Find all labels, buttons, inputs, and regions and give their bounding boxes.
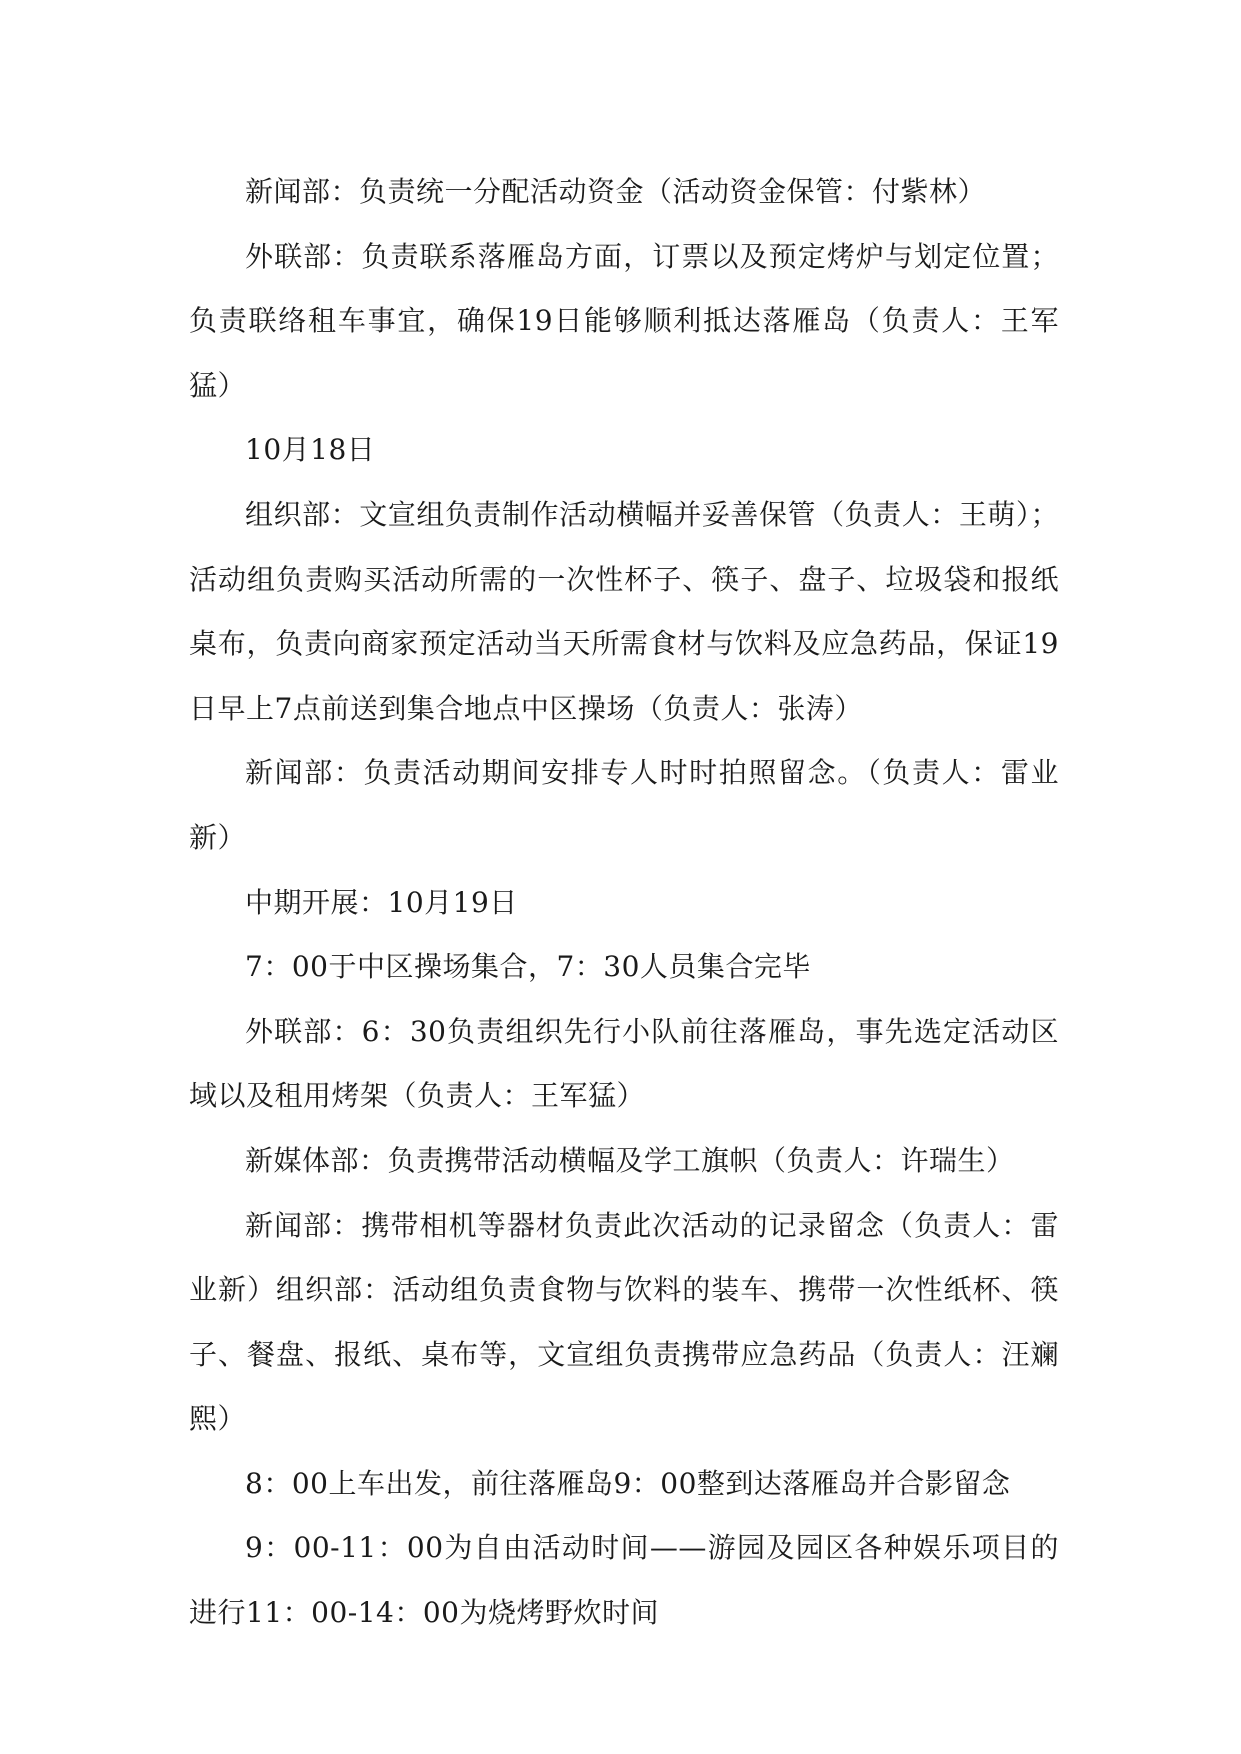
document-body [189, 160, 1059, 1646]
paragraph-date-oct-18: 10月18日 [245, 433, 376, 467]
paragraph-liaison-dept-advance-team: 外联部：6：30负责组织先行小队前往落雁岛，事先选定活动区域以及租用烤架（负责人：王军猛） [189, 1014, 1059, 1113]
paragraph-assembly-time: 7：00于中区操场集合，7：30人员集合完毕 [245, 950, 811, 984]
paragraph-news-dept-funds: 新闻部：负责统一分配活动资金（活动资金保管：付紫林） [245, 175, 987, 208]
paragraph-departure: 8：00上车出发，前往落雁岛9：00整到达落雁岛并合影留念 [245, 1466, 1011, 1500]
paragraph-midterm-oct-19: 中期开展：10月19日 [245, 885, 518, 919]
paragraph-liaison-dept-booking: 外联部：负责联系落雁岛方面，订票以及预定烤炉与划定位置；负责联络租车事宜，确保19日能够顺利抵达落雁岛（负责人：王军猛） [189, 239, 1059, 402]
paragraph-free-activity: 9：00-11：00为自由活动时间——游园及园区各种娱乐项目的进行11：00-14：00为烧烤野炊时间 [189, 1531, 1059, 1630]
paragraph-news-dept-photos: 新闻部：负责活动期间安排专人时时拍照留念。（负责人：雷业新） [189, 756, 1059, 854]
paragraph-news-and-org-dept: 新闻部：携带相机等器材负责此次活动的记录留念（负责人：雷业新）组织部：活动组负责食物与饮料的装车、携带一次性纸杯、筷子、餐盘、报纸、桌布等，文宣组负责携带应急药品（负责人：汪斓熙） [189, 1208, 1059, 1436]
paragraph-org-dept-preparation: 组织部：文宣组负责制作活动横幅并妥善保管（负责人：王萌）；活动组负责购买活动所需的一次性杯子、筷子、盘子、垃圾袋和报纸桌布，负责向商家预定活动当天所需食材与饮料及应急药品，保证19日早上7点前送到集合地点中区操场（负责人：张涛） [189, 497, 1059, 725]
paragraph-new-media-dept: 新媒体部：负责携带活动横幅及学工旗帜（负责人：许瑞生） [245, 1143, 1015, 1177]
